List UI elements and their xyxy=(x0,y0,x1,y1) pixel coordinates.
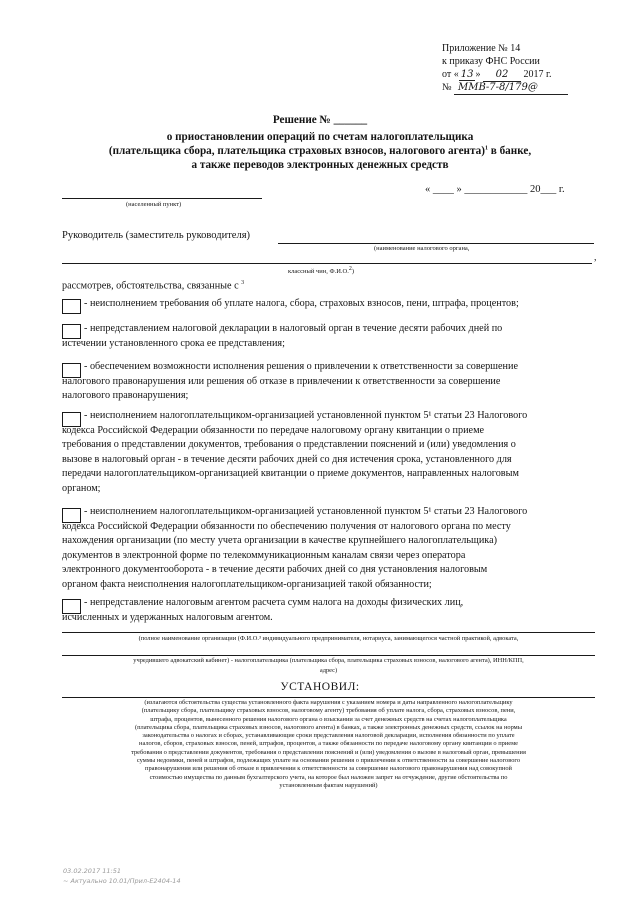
intro-text: рассмотрев, обстоятельства, связанные с $^3$ xyxy=(62,280,245,292)
decision-subject-line2: (плательщика сбора, плательщика страховых взносов, налогового агента)$^1$ в банке, xyxy=(108,145,532,157)
explanation-text: (излагаются обстоятельства существа установленного факта нарушения с указанием номера и даты направленного налогоплательщику (плательщику сбора, плательщику страховых взносов, налоговому агенту) требования об уплате налога, сбора, страховых взносов, пени, штрафа, процентов, вынесенного решения налогового органа о взыскании за счет денежных средств на счетах налогоплательщика (плательщика сбора, плательщика страховых взносов, налогового агента) в банках, а также электронных денежных средств, ссылок на нормы законодательства о налогах и сборах, устанавливающие сроки представления налоговой декларации, исполнения обязанности по уплате налогов, сборов, страховых взносов, пеней, штрафов, процентов, а также обязанности по передаче налоговому органу квитанции о приеме требования о представлении документов, требования о представлении пояснений и (или) уведомления о вызове в налоговый орган, превышения суммы недоимки, пеней и штрафов, подлежащих уплате на основании решения о привлечении к ответственности за совершение налогового правонарушения или решения об отказе в привлечении к ответственности за совершение налогового правонарушения над совокупной стоимостью имущества по данным бухгалтерского учета, на которое был наложен запрет на отчуждение, другие обстоятельства по установленным фактам нарушений) xyxy=(131,699,526,789)
appendix-order: к приказу ФНС России xyxy=(442,56,540,67)
item3-text: - обеспечением возможности исполнения решения о привлечении к ответственности за совершение налогового правонарушения или решения об отказе в привлечении к ответственности за совершение налогового правонарушения; xyxy=(62,361,518,402)
order-number-value: ММВ-7-8/179@ xyxy=(454,81,568,95)
date-month: 02 xyxy=(483,68,521,82)
decision-subject-line1: о приостановлении операций по счетам налогоплательщика xyxy=(166,131,474,143)
org-caption-1: (полное наименование организации (Ф.И.О.³ индивидуального предпринимателя, нотариуса, занимающегося частной практикой, адвоката, xyxy=(138,635,519,642)
print-stamp: 03.02.2017 11:51 ~ Актуально 10.01/Прил-Е2404-14 xyxy=(63,867,181,885)
appendix-date: от « 13 » 02 2017 г. xyxy=(442,69,552,80)
appendix-order-number: № ММВ-7-8/179@ xyxy=(442,81,568,95)
appendix-number: Приложение № 14 xyxy=(442,43,521,54)
head-label: Руководитель (заместитель руководителя) xyxy=(62,230,251,241)
item2-text: - непредставлением налоговой декларации в налоговый орган в течение десяти рабочих дней по истечении установленного срока ее представления; xyxy=(62,323,503,349)
org-caption-3: адрес) xyxy=(319,667,338,674)
item4-text: - неисполнением налогоплательщиком-организацией установленной пунктом 5¹ статьи 23 Налогового кодекса Российской Федерации обязанности по передаче налоговому органу квитанции о приеме требования о представлении документов, требования о представлении пояснений и (или) уведомления о вызове в налоговый орган - в течение десяти рабочих дней со дня истечения срока, установленного для передачи налогоплательщиком-организацией квитанции о приеме документов, направленных налоговым органом; xyxy=(62,410,528,494)
head-caption-1: (наименование налогового органа, xyxy=(374,245,470,252)
decision-title: Решение № ______ xyxy=(272,114,368,126)
decision-date: « ____ » ____________ 20___ г. xyxy=(425,184,565,195)
item1-text: - неисполнением требования об уплате налога, сбора, страховых взносов, пени, штрафа, процентов; xyxy=(84,298,519,309)
decided-line xyxy=(62,697,595,698)
item5-text: - неисполнением налогоплательщиком-организацией установленной пунктом 5¹ статьи 23 Налогового кодекса Российской Федерации обязанности по обеспечению получения от налогового органа по месту нахождения организации (по месту учета организации в качестве крупнейшего налогоплательщика) документов в электронной форме по телекоммуникационным каналам связи через оператора электронного документооборота - в течение десяти рабочих дней со дня установления налоговым органом факта неисполнения налогоплательщиком-организацией такой обязанности; xyxy=(62,506,528,590)
date-day: 13 xyxy=(460,69,474,80)
head-line xyxy=(278,243,594,244)
org-line-2 xyxy=(62,655,595,656)
head-caption-2: классный чин, Ф.И.О.2) xyxy=(288,266,355,276)
place-line xyxy=(62,198,262,199)
item6-text: - непредставление налоговым агентом расчета сумм налога на доходы физических лиц, исчисленных и удержанных налоговым агентом. xyxy=(62,597,464,623)
document-page: Приложение № 14 к приказу ФНС России от « 13 » 02 2017 г. № ММВ-7-8/179@ Решение № ______ о приостановлении операций по счетам налогоплательщика (плательщика сбора, плательщика страховых взносов, налогового агента)$^1$ в банке, а также переводов электронных денежных средств (населенный пункт) « ____ » ____________ 20___ г. Руководитель (заместитель руководителя) (наименование налогового органа, , классный чин, Ф.И.О.2) рассмотрев, обстоятельства, связанные с $^3$ - неисполнением требования об уплате налога, сбора, страховых взносов, пени, штрафа, процентов; - непредставлением налоговой декларации в налоговый орган в течение десяти рабочих дней по истечении установленного срока ее представления; - обеспечением возможности исполнения решения о привлечении к ответственности за совершение налогового правонарушения или решения об отказе в привлечении к ответственности за совершение налогового правонарушения; - неисполнением налогоплательщиком-организацией установленной пунктом 5¹ статьи 23 Налогового кодекса Российской Федерации обязанности по передаче налоговому органу квитанции о приеме требования о представлении документов, требования о представлении пояснений и (или) уведомления о вызове в налоговый орган - в течение десяти рабочих дней со дня истечения срока, установленного для передачи налогоплательщиком-организацией квитанции о приеме документов, направленных налоговым органом; - неисполнением налогоплательщиком-организацией установленной пунктом 5¹ статьи 23 Налогового кодекса Российской Федерации обязанности по обеспечению получения от налогового органа по месту нахождения организации (по месту учета организации в качестве крупнейшего налогоплательщика) документов в электронной форме по телекоммуникационным каналам связи через оператора электронного документооборота - в течение десяти рабочих дней со дня установления налоговым органом факта неисполнения налогоплательщиком-организацией такой обязанности; - непредставление налоговым агентом расчета сумм налога на доходы физических лиц, исчисленных и удержанных налоговым агентом. (полное наименование организации (Ф.И.О.³ индивидуального предпринимателя, нотариуса, занимающегося частной практикой, адвоката, учредившего адвокатский кабинет) - налогоплательщика (плательщика сбора, плательщика страховых взносов, налогового агента), ИНН/КПП, адрес) УСТАНОВИЛ: (излагаются обстоятельства существа установленного факта нарушения с указанием номера и даты направленного налогоплательщику (плательщику сбора, плательщику страховых взносов, налоговому агенту) требования об уплате налога, сбора, страховых взносов, пени, штрафа, процентов, вынесенного решения налогового органа о взыскании за счет денежных средств на счетах налогоплательщика (плательщика сбора, плательщика страховых взносов, налогового агента) в банках, а также электронных денежных средств, ссылок на нормы законодательства о налогах и сборах, устанавливающие сроки представления налоговой декларации, исполнения обязанности по уплате налогов, сборов, страховых взносов, пеней, штрафов, процентов, а также обязанности по передаче налоговому органу квитанции о приеме требования о представлении документов, требования о представлении пояснений и (или) уведомления о вызове в налоговый орган, превышения суммы недоимки, пеней и штрафов, подлежащих уплате на основании решения о привлечении к ответственности за совершение налогового правонарушения или решения об отказе в привлечении к ответственности за совершение налогового правонарушения над совокупной стоимостью имущества по данным бухгалтерского учета, на которое был наложен запрет на отчуждение, другие обстоятельства по установленным фактам нарушений) 03.02.2017 11:51 ~ Актуально 10.01/Прил-Е2404-14 xyxy=(0,0,640,905)
place-caption: (населенный пункт) xyxy=(126,201,182,208)
org-line xyxy=(62,632,595,633)
decision-subject-line3: а также переводов электронных денежных средств xyxy=(191,159,449,171)
org-caption-2: учредившего адвокатский кабинет) - налогоплательщика (плательщика сбора, плательщика страховых взносов, налогового агента), ИНН/КПП, xyxy=(133,657,524,664)
decided-heading: УСТАНОВИЛ: xyxy=(280,681,360,693)
head-line-2 xyxy=(62,263,592,264)
